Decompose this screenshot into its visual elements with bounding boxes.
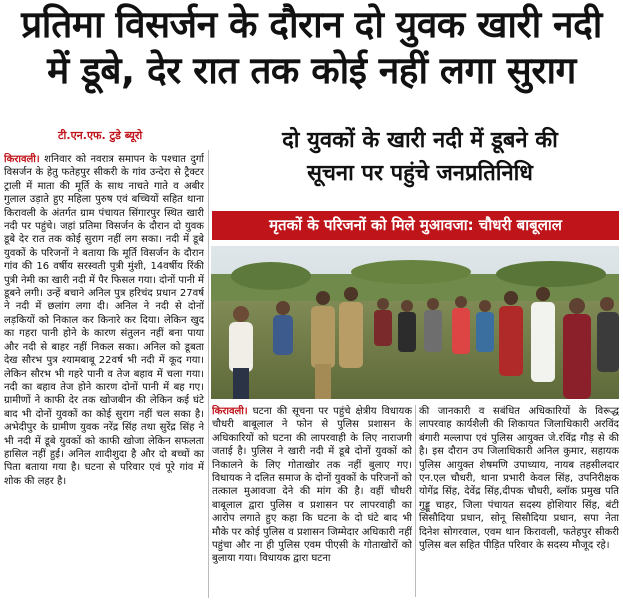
byline: टी.एन.एफ. टुडे ब्यूरो [58, 129, 143, 142]
headline [4, 2, 619, 94]
dateline: किरावली। [212, 406, 248, 417]
article-column-2 [212, 405, 412, 597]
headline-line-2: में डूबे, देर रात तक कोई नहीं लगा सुराग [47, 49, 576, 92]
article-column-3 [419, 405, 619, 597]
news-photo [211, 246, 619, 399]
headline-line-1: प्रतिमा विसर्जन के दौरान दो युवक खारी नदी [21, 3, 602, 46]
article-text-1: शनिवार को नवरात्र समापन के पश्चात दुर्गा विसर्जन के हेतु फतेहपुर सीकरी के गांव उन्देरा से ट्रैक्टर ट्राली में माता की मूर्ति के साथ नाचते गाते व अबीर गुलाल उड़ाते हुए महिला पुरुष एवं बच्चियों सहित थाना किरावली के अंतर्गत ग्राम पंचायत सिंगारपुर स्थित खारी नदी पर पहुंचे। जहां प्रतिमा विसर्जन के दौरान दो युवक डूबे देर रात तक कोई सुराग नहीं लग सका। नदी में डूबे युवकों के परिजनों ने बताया कि मूर्ति विसर्जन के दौरान गांव की 16 वर्षीय सरस्वती पुत्री मुंशी, 14वर्षीय रिंकी पुत्री नेमी का खारी नदी में पैर फिसल गया। दोनों पानी में डूबने लगी। उन्हें बचाने अनिल पुत्र हरिचंद प्रधान 27वर्ष ने नदी में छलांग लगा दी। अनिल ने नदी से दोनों लड़कियों को निकाल कर किनारे कर दिया। लेकिन खुद का गहरा पानी होने के कारण संतुलन नहीं बना पाया और नदी से बाहर नहीं निकल सका। अनिल को डूबता देख सौरभ पुत्र श्यामबाबू 22वर्ष भी नदी में कूद गया। लेकिन सौरभ भी गहरे पानी व तेज बहाव में चला गया। नदी का बहाव तेज होने कारण दोनों पानी में बह गए। ग्रामीणों ने काफी देर तक खोजबीन की लेकिन कई घंटे बाद भी दोनों युवकों का कोई सुराग नहीं चल सका है। अभेदीपुर के ग्रामीण युवक नरेंद्र सिंह तथा सुरेंद्र सिंह ने भी नदी में डूबे युवकों को काफी खोजा लेकिन सफलता हासिल नहीं हुई। अनिल शादीशुदा है और दो बच्चों का पिता बताया गया है। घटना से परिवार एवं पूरे गांव में शोक की लहर है। [4, 154, 204, 487]
subheadline-line-1: दो युवकों के खारी नदी में डूबने की [282, 128, 558, 153]
column-divider [415, 405, 416, 597]
article-column-1 [4, 153, 204, 597]
subheadline-line-2: सूचना पर पहुंचे जनप्रतिनिधि [307, 161, 533, 186]
subheadline [222, 124, 618, 190]
quote-banner: मृतकों के परिजनों को मिले मुआवजा: चौधरी बाबूलाल [212, 211, 619, 240]
dateline: किरावली। [4, 154, 40, 165]
article-text-3: की जानकारी व सबंधित अधिकारियों के विरूद्ध लापरवाह कार्यशैली की शिकायत जिलाधिकारी अरविंद बंगारी मल्लापा एवं पुलिस आयुक्त जे.रविंद्र गौड़ से की है। इस दौरान उप जिलाधिकारी अनिल कुमार, सहायक पुलिस आयुक्त शेषमणि उपाध्याय, नायब तहसीलदार एन.एल चौधरी, थाना प्रभारी केवल सिंह, उपनिरीक्षक योगेंद्र सिंह, देवेंद्र सिंह,दीपक चौधरी, ब्लॉक प्रमुख पति गुड्डू चाहर, जिला पंचायत सदस्य होशियार सिंह, बंटी सिसौदिया प्रधान, सोनू सिसौदिया प्रधान, सपा नेता दिनेश सोगरवाल, एवम थान किरावली, फतेहपुर सीकरी पुलिस बल सहित पीड़ित परिवार के सदस्य मौजूद रहे। [419, 406, 619, 552]
article-text-2: घटना की सूचना पर पहुंचे क्षेत्रीय विधायक चौधरी बाबूलाल ने फोन से पुलिस प्रशासन के अधिकारियों को घटना की लापरवाही के लिए नाराजगी जताई है। पुलिस ने खारी नदी में डूबे दोनों युवकों को निकालने के लिए गोताखोर तक नहीं बुलाए गए। विधायक ने दलित समाज के दोनों युवकों के परिजनों को तत्काल मुआवजा देने की मांग की है। वहीं चौधरी बाबूलाल द्वारा पुलिस व प्रशासन पर लापरवाही का आरोप लगाते हुए कहा कि घटना के दो घंटे बाद भी मौके पर कोई पुलिस व प्रशासन जिम्मेदार अधिकारी नहीं पहुंचा और ना ही पुलिस एवम पीएसी के गोताखोरों को बुलाया गया। विधायक द्वारा घटना [212, 406, 412, 565]
news-photo-graphic [211, 246, 619, 399]
column-divider [208, 150, 209, 598]
